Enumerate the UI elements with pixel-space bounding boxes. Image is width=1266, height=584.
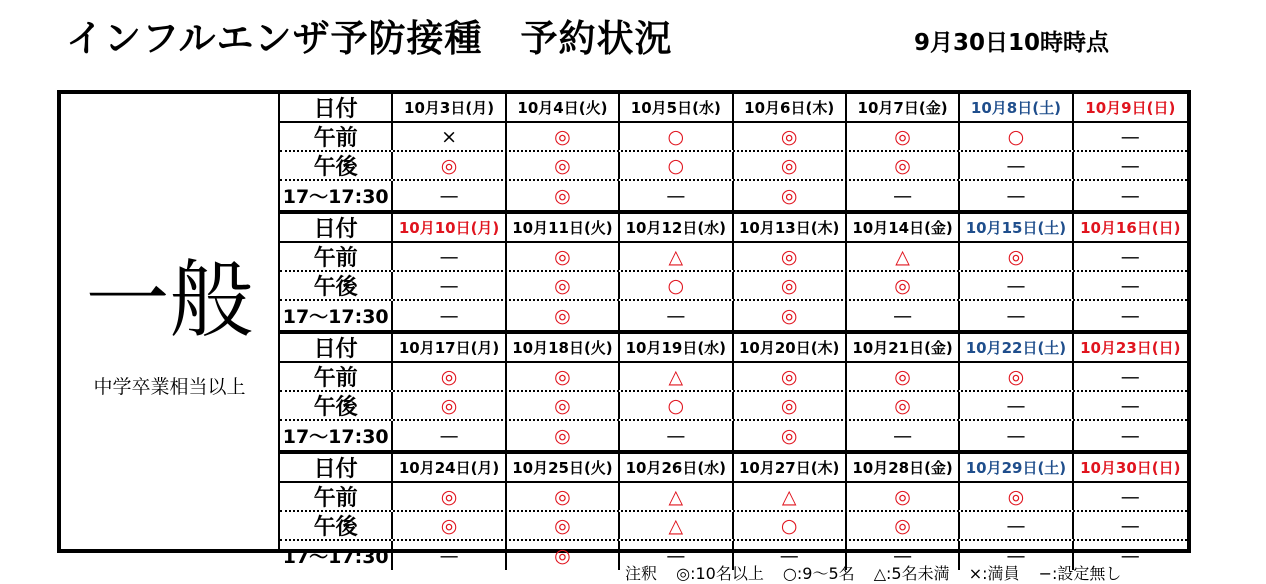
date-cell: 10月12日(水) [620,214,733,241]
availability-cell: ◎ [847,152,960,179]
row-label-evening: 17～17:30 [280,421,393,450]
availability-cell: — [847,421,960,450]
availability-cell: ◎ [734,243,847,270]
legend-item: △:5名未満 [873,564,950,583]
row-label-date: 日付 [280,214,393,241]
availability-cell: ◎ [734,301,847,330]
availability-cell: — [393,421,506,450]
date-cell: 10月27日(木) [734,454,847,481]
date-cell: 10月18日(火) [507,334,620,361]
availability-cell: ◎ [734,421,847,450]
row-label-date: 日付 [280,94,393,121]
availability-cell: — [1120,514,1140,537]
availability-cell: — [1120,125,1140,148]
availability-cell: — [960,512,1073,539]
availability-cell: — [1120,394,1140,417]
availability-cell: — [620,301,733,330]
availability-cell: △ [620,243,733,270]
availability-cell: ◎ [393,483,506,510]
availability-cell: ◎ [960,363,1073,390]
date-cell: 10月9日(日) [1085,99,1176,117]
slot-row-pm [280,392,1187,421]
availability-cell: — [960,152,1073,179]
availability-cell: — [620,541,733,570]
availability-cell: ◎ [507,512,620,539]
reservation-table [57,90,1191,568]
slot-row-am [280,363,1187,392]
availability-cell: ◎ [507,541,620,570]
availability-cell: × [393,123,506,150]
date-cell: 10月19日(水) [620,334,733,361]
availability-cell: — [1120,485,1140,508]
availability-cell: — [393,301,506,330]
availability-cell: — [620,181,733,210]
schedule-grid [280,94,1187,568]
availability-cell: — [960,421,1073,450]
date-row [280,214,1187,243]
availability-cell: — [1120,245,1140,268]
availability-cell: ◎ [847,512,960,539]
slot-row-pm [280,272,1187,301]
page-title: インフルエンザ予防接種 予約状況 [66,17,673,60]
row-label-am: 午前 [280,123,393,150]
availability-cell: ◎ [507,363,620,390]
as-of-timestamp: 9月30日10時時点 [914,30,1110,56]
slot-row-am [280,483,1187,512]
row-label-am: 午前 [280,483,393,510]
slot-row-evening [280,421,1187,450]
availability-cell: — [1120,424,1140,447]
availability-cell: ○ [620,123,733,150]
date-cell: 10月16日(日) [1080,219,1181,237]
availability-cell: ◎ [960,243,1073,270]
availability-cell: △ [620,483,733,510]
date-cell: 10月5日(水) [620,94,733,121]
date-cell: 10月13日(木) [734,214,847,241]
legend [625,561,1135,584]
row-label-evening: 17～17:30 [280,301,393,330]
availability-cell: ◎ [507,421,620,450]
date-cell: 10月28日(金) [847,454,960,481]
availability-cell: — [847,181,960,210]
slot-row-evening [280,301,1187,330]
date-cell: 10月25日(火) [507,454,620,481]
availability-cell: — [1120,154,1140,177]
availability-cell: △ [847,243,960,270]
availability-cell: ◎ [734,363,847,390]
date-cell: 10月8日(土) [960,94,1073,121]
availability-cell: ◎ [507,123,620,150]
availability-cell: — [734,541,847,570]
availability-cell: — [393,541,506,570]
date-cell: 10月22日(土) [960,334,1073,361]
availability-cell: ◎ [393,363,506,390]
availability-cell: — [1120,304,1140,327]
availability-cell: — [1120,544,1140,567]
availability-cell: ◎ [847,392,960,419]
availability-cell: — [847,541,960,570]
availability-cell: ○ [734,512,847,539]
date-cell: 10月11日(火) [507,214,620,241]
availability-cell: ○ [620,392,733,419]
date-cell: 10月24日(月) [393,454,506,481]
row-label-pm: 午後 [280,272,393,299]
date-cell: 10月17日(月) [393,334,506,361]
date-cell: 10月26日(水) [620,454,733,481]
week-block [280,334,1187,450]
date-cell: 10月7日(金) [847,94,960,121]
date-cell: 10月15日(土) [960,214,1073,241]
availability-cell: △ [620,363,733,390]
row-label-pm: 午後 [280,512,393,539]
row-label-evening: 17～17:30 [280,181,393,210]
availability-cell: — [1120,184,1140,207]
date-cell: 10月30日(日) [1080,459,1181,477]
legend-item: ×:満員 [968,564,1020,583]
slot-row-evening [280,181,1187,210]
availability-cell: ◎ [734,152,847,179]
row-label-am: 午前 [280,363,393,390]
date-cell: 10月20日(木) [734,334,847,361]
availability-cell: — [393,181,506,210]
availability-cell: — [393,243,506,270]
availability-cell: ◎ [847,363,960,390]
availability-cell: ◎ [507,152,620,179]
slot-row-am [280,243,1187,272]
availability-cell: — [1120,274,1140,297]
category-main: 一般 [85,251,254,349]
availability-cell: — [393,272,506,299]
availability-cell: ◎ [507,483,620,510]
availability-cell: ◎ [847,123,960,150]
slot-row-pm [280,152,1187,181]
row-label-pm: 午後 [280,392,393,419]
availability-cell: ◎ [734,272,847,299]
date-row [280,454,1187,483]
legend-prefix: 注釈 [625,564,658,583]
availability-cell: ◎ [734,123,847,150]
week-block [280,454,1187,570]
availability-cell: — [1120,365,1140,388]
availability-cell: ◎ [847,483,960,510]
date-row [280,334,1187,363]
category-sub: 中学卒業相当以上 [93,376,246,398]
date-cell: 10月14日(金) [847,214,960,241]
date-cell: 10月21日(金) [847,334,960,361]
availability-cell: — [960,181,1073,210]
availability-cell: ◎ [734,392,847,419]
availability-cell: △ [734,483,847,510]
availability-cell: ◎ [507,181,620,210]
availability-cell: — [847,301,960,330]
availability-cell: ◎ [507,392,620,419]
availability-cell: ◎ [507,243,620,270]
availability-cell: ◎ [960,483,1073,510]
availability-cell: ◎ [847,272,960,299]
legend-item: ◎:10名以上 [676,564,764,583]
date-cell: 10月29日(土) [960,454,1073,481]
week-block [280,214,1187,330]
availability-cell: — [960,392,1073,419]
availability-cell: ◎ [734,181,847,210]
legend-item: −:設定無し [1038,564,1122,583]
row-label-date: 日付 [280,454,393,481]
availability-cell: ◎ [393,152,506,179]
row-label-pm: 午後 [280,152,393,179]
legend-item: ○:9～5名 [782,564,855,583]
row-label-am: 午前 [280,243,393,270]
availability-cell: ◎ [393,512,506,539]
availability-cell: ○ [620,152,733,179]
date-row [280,94,1187,123]
category-cell [61,94,280,549]
availability-cell: ◎ [507,301,620,330]
date-cell: 10月10日(月) [393,214,506,241]
availability-cell: ○ [960,123,1073,150]
row-label-date: 日付 [280,334,393,361]
availability-cell: — [620,421,733,450]
date-cell: 10月3日(月) [393,94,506,121]
date-cell: 10月4日(火) [507,94,620,121]
slot-row-pm [280,512,1187,541]
availability-cell: △ [620,512,733,539]
row-label-evening: 17～17:30 [280,541,393,570]
availability-cell: ○ [620,272,733,299]
date-cell: 10月6日(木) [734,94,847,121]
availability-cell: — [960,272,1073,299]
slot-row-am [280,123,1187,152]
date-cell: 10月23日(日) [1080,339,1181,357]
availability-cell: — [960,541,1073,570]
week-block [280,94,1187,210]
availability-cell: ◎ [507,272,620,299]
availability-cell: ◎ [393,392,506,419]
availability-cell: — [960,301,1073,330]
